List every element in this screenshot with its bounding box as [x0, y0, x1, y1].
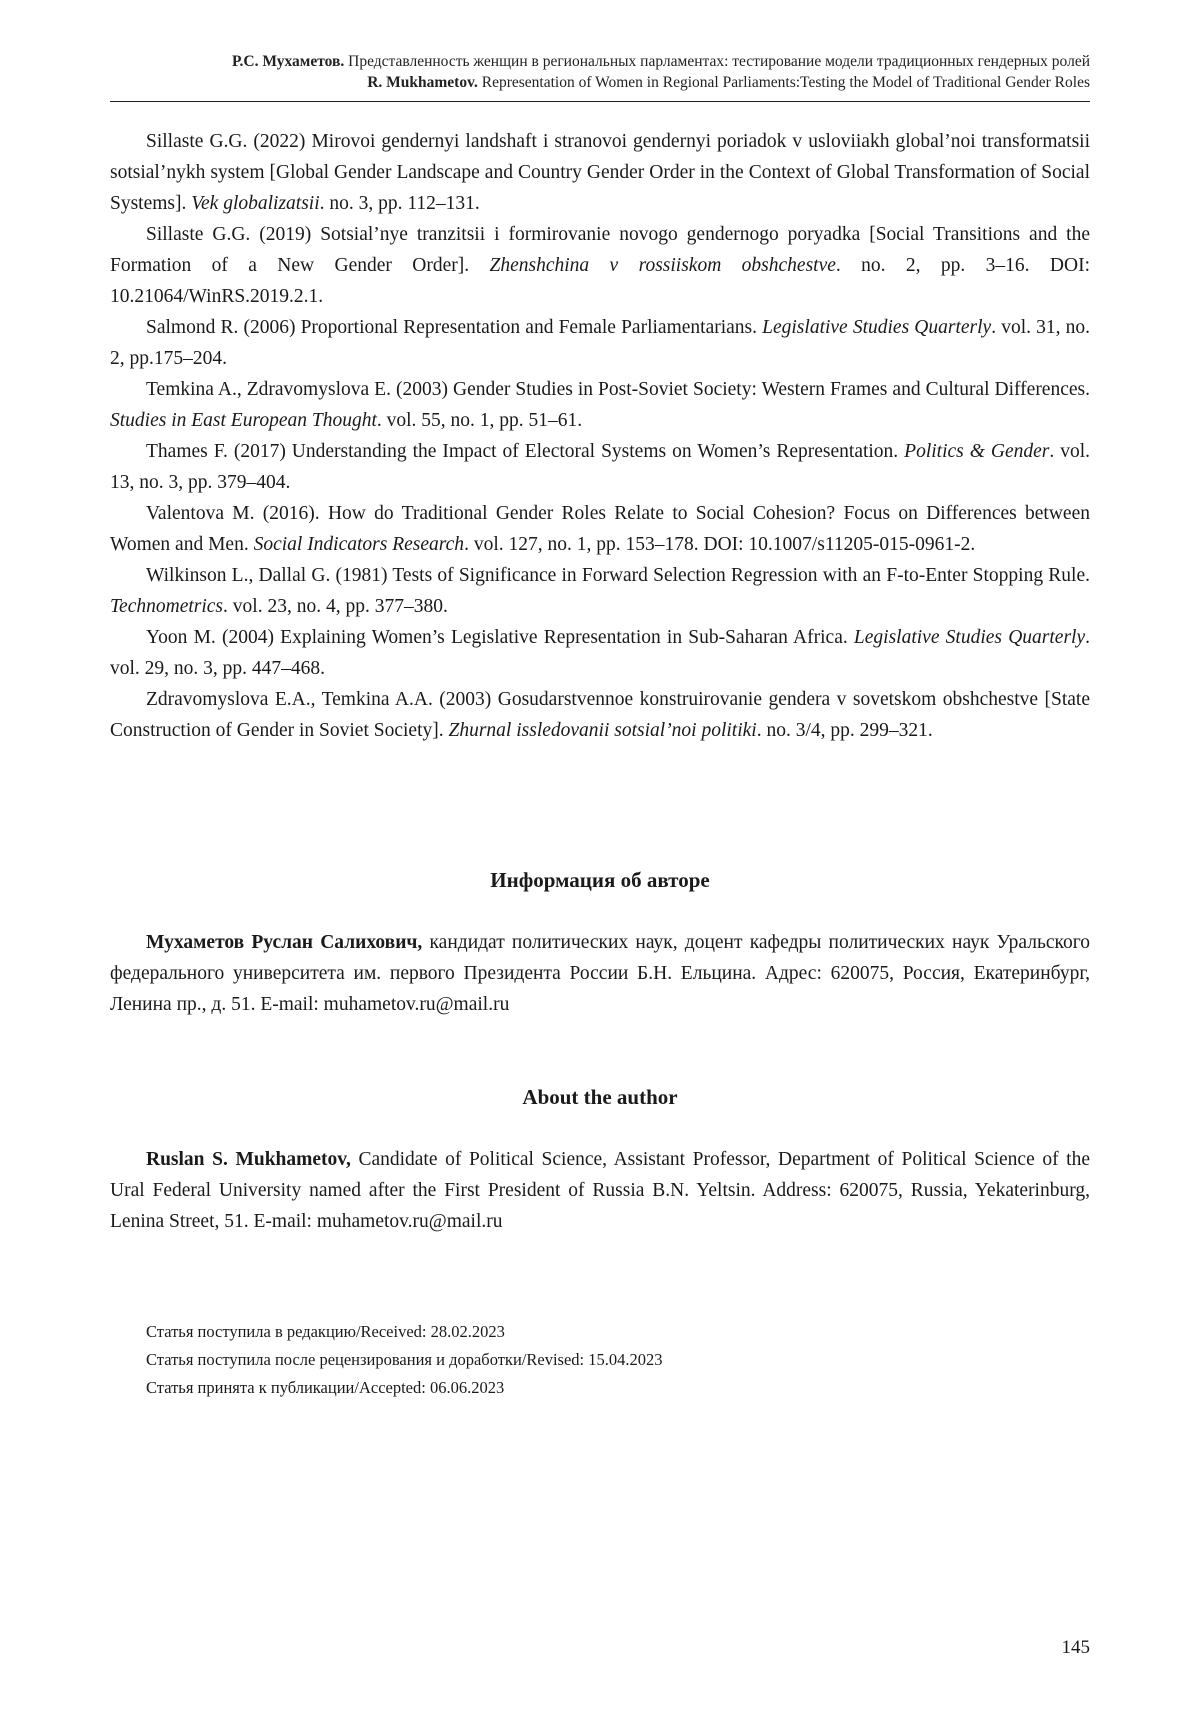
reference-item [110, 219, 1090, 312]
date-received: Статья поступила в редакцию/Received: 28.02.2023 [146, 1322, 505, 1341]
reference-journal: Politics & Gender [904, 441, 1050, 462]
reference-item [110, 560, 1090, 622]
author-bio-en [110, 1144, 1090, 1237]
reference-details: . vol. 127, no. 1, pp. 153–178. DOI: 10.1007/s11205-015-0961-2. [464, 534, 976, 555]
reference-text: Thames F. (2017) Understanding the Impact of Electoral Systems on Women’s Representation. [146, 441, 905, 462]
reference-journal: Studies in East European Thought [110, 410, 377, 431]
reference-item [110, 374, 1090, 436]
reference-item [110, 622, 1090, 684]
reference-journal: Social Indicators Research [253, 534, 465, 555]
author-name-en: Ruslan S. Mukhametov, [146, 1149, 351, 1170]
running-head-en-title: Representation of Women in Regional Parliaments:Testing the Model of Traditional Gender Roles [481, 74, 1090, 91]
author-bio-ru [110, 927, 1090, 1020]
running-head-en-author: R. Mukhametov. [367, 74, 478, 91]
author-details-ru: кандидат политических наук, доцент кафедры политических наук Уральского федерального университета им. первого Президента России Б.Н. Ельцина. Адрес: 620075, Россия, Екатеринбург, Ленина пр., д. 51. E-mail: muhametov.ru@mail.ru [110, 932, 1090, 1015]
reference-journal: Technometrics [110, 596, 224, 617]
reference-journal: Zhurnal issledovanii sotsial’noi politiki [448, 720, 757, 741]
running-head-ru-title: Представленность женщин в региональных парламентах: тестирование модели традиционных гендерных ролей [348, 53, 1090, 70]
author-info-heading-ru: Информация об авторе [490, 868, 710, 892]
reference-details: . vol. 29, no. 3, pp. 447–468. [110, 627, 1090, 679]
reference-details: . no. 3/4, pp. 299–321. [756, 720, 933, 741]
reference-text: Temkina A., Zdravomyslova E. (2003) Gender Studies in Post-Soviet Society: Western Frames and Cultural Differences. [146, 379, 1090, 400]
reference-journal: Legislative Studies Quarterly [762, 317, 992, 338]
reference-details: . vol. 55, no. 1, pp. 51–61. [376, 410, 583, 431]
reference-item [110, 126, 1090, 219]
reference-details: . no. 2, pp. 3–16. DOI: 10.21064/WinRS.2019.2.1. [110, 255, 1091, 307]
author-info-heading-en: About the author [522, 1085, 678, 1109]
running-head-ru-author: Р.С. Мухаметов. [231, 53, 345, 70]
running-head-en [110, 72, 1090, 93]
running-head [110, 51, 1090, 93]
reference-text: Wilkinson L., Dallal G. (1981) Tests of Significance in Forward Selection Regression with an F-to-Enter Stopping Rule. [146, 565, 1090, 586]
reference-text: Salmond R. (2006) Proportional Representation and Female Parliamentarians. [146, 317, 763, 338]
reference-text: Valentova M. (2016). How do Traditional Gender Roles Relate to Social Cohesion? Focus on Differences between Women and Men. [110, 503, 1090, 555]
author-name-ru: Мухаметов Руслан Салихович, [146, 932, 423, 953]
reference-journal: Zhenshchina v rossiiskom obshchestve [489, 255, 836, 276]
reference-item [110, 684, 1090, 746]
reference-item [110, 498, 1090, 560]
running-head-ru [110, 51, 1090, 72]
reference-text: Sillaste G.G. (2022) Mirovoi gendernyi landshaft i stranovoi gendernyi poriadok v usloviiakh global’noi transformatsii sotsial’nykh system [Global Gender Landscape and Country Gender Order in the Context of Global Transformation of Social Systems]. [110, 131, 1090, 214]
reference-item [110, 312, 1090, 374]
reference-details: . no. 3, pp. 112–131. [319, 193, 480, 214]
reference-list [110, 126, 1090, 746]
reference-details: . vol. 13, no. 3, pp. 379–404. [110, 441, 1091, 493]
date-accepted: Статья принята к публикации/Accepted: 06.06.2023 [146, 1378, 505, 1397]
reference-text: Sillaste G.G. (2019) Sotsial’nye tranzitsii i formirovanie novogo gendernogo poryadka [Social Transitions and the Formation of a New Gender Order]. [110, 224, 1090, 276]
header-divider [110, 101, 1090, 102]
reference-text: Zdravomyslova E.A., Temkina A.A. (2003) Gosudarstvennoe konstruirovanie gendera v sovetskom obshchestve [State Construction of Gender in Soviet Society]. [110, 689, 1090, 741]
reference-journal: Vek globalizatsii [191, 193, 320, 214]
reference-details: . vol. 31, no. 2, pp.175–204. [110, 317, 1090, 369]
reference-text: Yoon M. (2004) Explaining Women’s Legislative Representation in Sub-Saharan Africa. [146, 627, 854, 648]
page-number: 145 [1061, 1637, 1090, 1658]
reference-details: . vol. 23, no. 4, pp. 377–380. [223, 596, 448, 617]
reference-journal: Legislative Studies Quarterly [853, 627, 1086, 648]
date-revised: Статья поступила после рецензирования и доработки/Revised: 15.04.2023 [146, 1350, 663, 1369]
article-dates [146, 1318, 662, 1402]
author-details-en: Candidate of Political Science, Assistant Professor, Department of Political Science of the Ural Federal University named after the First President of Russia B.N. Yeltsin. Address: 620075, Russia, Yekaterinburg, Lenina Street, 51. E-mail: muhametov.ru@mail.ru [110, 1149, 1091, 1232]
reference-item [110, 436, 1090, 498]
